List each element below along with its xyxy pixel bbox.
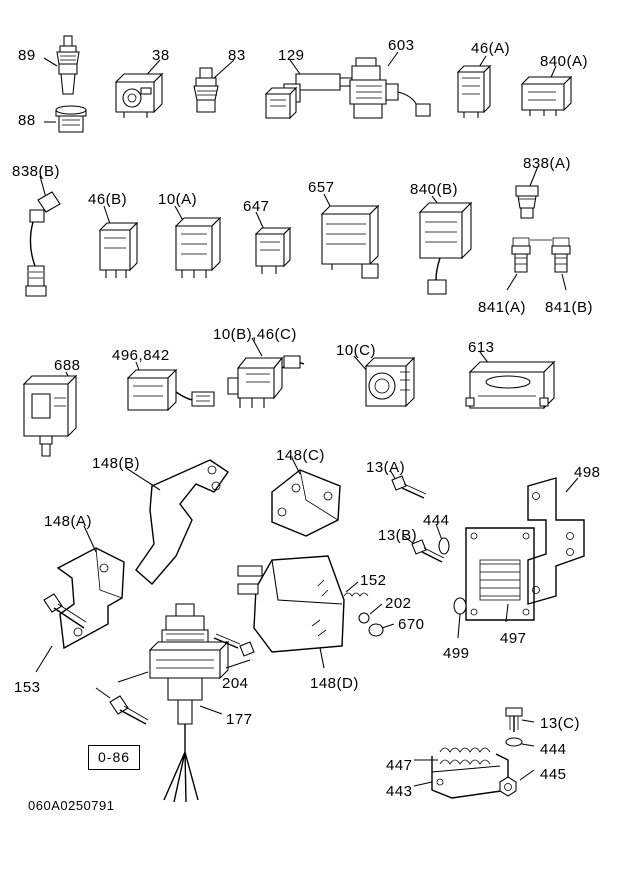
part-38-switch	[116, 60, 162, 118]
part-46B-relay	[100, 206, 137, 278]
part-657-ecu	[322, 194, 378, 278]
part-46A-relay	[458, 56, 490, 118]
label-838A: 838(A)	[523, 155, 572, 172]
part-688-unit	[24, 372, 76, 456]
label-10B-46C: 10(B),46(C)	[213, 326, 297, 343]
part-670-washer	[369, 624, 394, 636]
part-840B-relay	[420, 196, 471, 294]
part-445-nut	[500, 770, 534, 796]
part-153-bolt	[36, 594, 86, 672]
part-444b-washer	[506, 738, 534, 746]
part-88-bush	[44, 106, 86, 132]
label-13C: 13(C)	[540, 715, 581, 732]
label-497: 497	[500, 630, 527, 647]
label-152: 152	[360, 572, 387, 589]
label-148C: 148(C)	[276, 447, 325, 464]
label-148B: 148(B)	[92, 455, 141, 472]
part-841A-fitting	[507, 238, 530, 290]
label-177: 177	[226, 711, 253, 728]
drawing-number: 060A0250791	[28, 798, 115, 813]
part-148C-bracket	[272, 458, 340, 536]
part-148A-bracket	[58, 526, 124, 648]
label-10A: 10(A)	[158, 191, 198, 208]
label-647: 647	[243, 198, 270, 215]
label-89: 89	[18, 47, 36, 64]
part-499-grommet	[454, 598, 466, 638]
label-83: 83	[228, 47, 246, 64]
label-496-842: 496,842	[112, 347, 170, 364]
label-13B: 13(B)	[378, 527, 418, 544]
part-496-842-unit	[128, 362, 214, 410]
label-204: 204	[222, 675, 249, 692]
part-498-bracket	[528, 478, 584, 604]
part-10A-relay	[175, 206, 220, 278]
label-670: 670	[398, 616, 425, 633]
label-499: 499	[443, 645, 470, 662]
part-497-panel	[466, 528, 534, 622]
label-129: 129	[278, 47, 305, 64]
label-841A: 841(A)	[478, 299, 527, 316]
label-10C: 10(C)	[336, 342, 377, 359]
label-13A: 13(A)	[366, 459, 406, 476]
part-840A-relay	[522, 66, 571, 116]
part-10B-46C-assembly	[228, 338, 304, 408]
label-841B: 841(B)	[545, 299, 594, 316]
label-498: 498	[574, 464, 601, 481]
label-46A: 46(A)	[471, 40, 511, 57]
part-148B-bracket	[126, 460, 228, 584]
label-840B: 840(B)	[410, 181, 459, 198]
reference-box: 0-86	[88, 745, 140, 770]
label-443: 443	[386, 783, 413, 800]
part-838A-sensor	[516, 166, 538, 218]
part-838B-sensor	[26, 176, 60, 296]
label-657: 657	[308, 179, 335, 196]
label-445: 445	[540, 766, 567, 783]
part-89-sensor	[44, 36, 79, 94]
part-603-valve	[350, 52, 430, 118]
part-177-pump	[118, 604, 228, 802]
part-841B-fitting	[530, 238, 570, 290]
label-447: 447	[386, 757, 413, 774]
part-613-ecu	[466, 352, 554, 408]
part-443-bracket	[414, 754, 508, 798]
label-444: 444	[423, 512, 450, 529]
label-202: 202	[385, 595, 412, 612]
label-688: 688	[54, 357, 81, 374]
part-10C-housing	[354, 356, 414, 406]
label-38: 38	[152, 47, 170, 64]
label-603: 603	[388, 37, 415, 54]
part-647-relay	[256, 212, 290, 274]
part-153-bolt-2	[96, 688, 148, 724]
part-447-spring	[414, 748, 490, 764]
part-202-nut	[359, 604, 382, 623]
label-153: 153	[14, 679, 41, 696]
part-13C-bolt	[506, 708, 534, 732]
label-88: 88	[18, 112, 36, 129]
part-83-sensor	[194, 60, 234, 112]
label-46B: 46(B)	[88, 191, 128, 208]
part-129-sensor	[266, 60, 352, 118]
label-840A: 840(A)	[540, 53, 589, 70]
label-148D: 148(D)	[310, 675, 359, 692]
label-613: 613	[468, 339, 495, 356]
label-838B: 838(B)	[12, 163, 61, 180]
label-444-b: 444	[540, 741, 567, 758]
label-148A: 148(A)	[44, 513, 93, 530]
